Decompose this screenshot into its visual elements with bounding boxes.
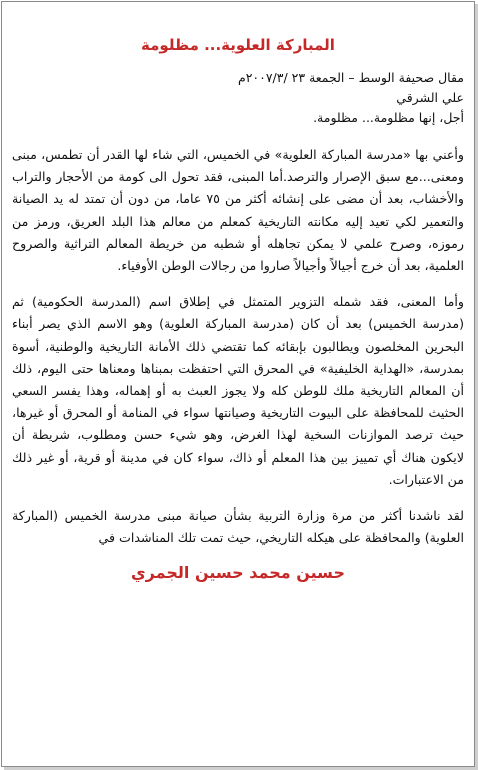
article [12,36,464,582]
paragraph-1: وأعني بها «مدرسة المباركة العلوية» في الخميس، التي شاء لها القدر أن تطمس، مبنى ومعنى...مع سبق الإصرار والترصد.أما المبنى، فقد تحول الى كومة من الأحجار والتراب والأخشاب، بعد أن مضى على إنشائه أكثر من ٧٥ عاما، من دون أن تمتد له يد الصيانة والتعمير لكي تعيد إليه مكانته التاريخية كمعلم من معالم هذا البلد العريق، ورمز من رموزه، وصرح علمي لا يمكن تجاهله أو شطبه من خريطة المعالم التراثية والصروح العلمية، بعد أن خرج أجيالاً وأجيالاً صاروا من رجالات الوطن الأوفياء. [12,147,464,274]
paragraph-2: وأما المعنى، فقد شمله التزوير المتمثل في إطلاق اسم (المدرسة الحكومية) ثم (مدرسة الخميس) بعد أن كان (مدرسة المباركة العلوية) وهو الاسم الذي يصر أبناء البحرين المخلصون ويطالبون بإبقائه كما تقتضي ذلك الأمانة التاريخية والوطنية، أسوة بمدرسة، «الهداية الخليفية» في المحرق التي احتفظت بمبناها ومعناها حتى اليوم، ذلك أن المعالم التاريخية ملك للوطن كله ولا يجوز العبث به أو إهماله، وهذا يفسر السعي الحثيث للمحافظة على البيوت التاريخية وصيانتها سواء في المنامة أو المحرق أو غيرها، حيث ترصد الموازنات السخية لهذا الغرض، وهو شيء حسن ومطلوب، شريطة أن لايكون هناك أي تمييز بين هذا المعلم أو ذاك، سواء كان في مدينة أو قرية، أو غير ذلك من الاعتبارات. [12,294,464,487]
signature: حسين محمد حسين الجمري [131,563,345,583]
author-line: علي الشرقي [396,90,464,105]
intro-line: أجل، إنها مظلومة... مظلومة. [313,110,464,125]
source-line: مقال صحيفة الوسط – الجمعة ٢٣ /٢٠٠٧/٣م [237,70,464,85]
paragraph-3: لقد ناشدنا أكثر من مرة وزارة التربية بشأن صيانة مبنى مدرسة الخميس (المباركة العلوية) والمحافظة على هيكله التاريخي، حيث تمت تلك المناشدات في [12,508,464,546]
article-title: المباركة العلوية... مظلومة [141,36,335,54]
